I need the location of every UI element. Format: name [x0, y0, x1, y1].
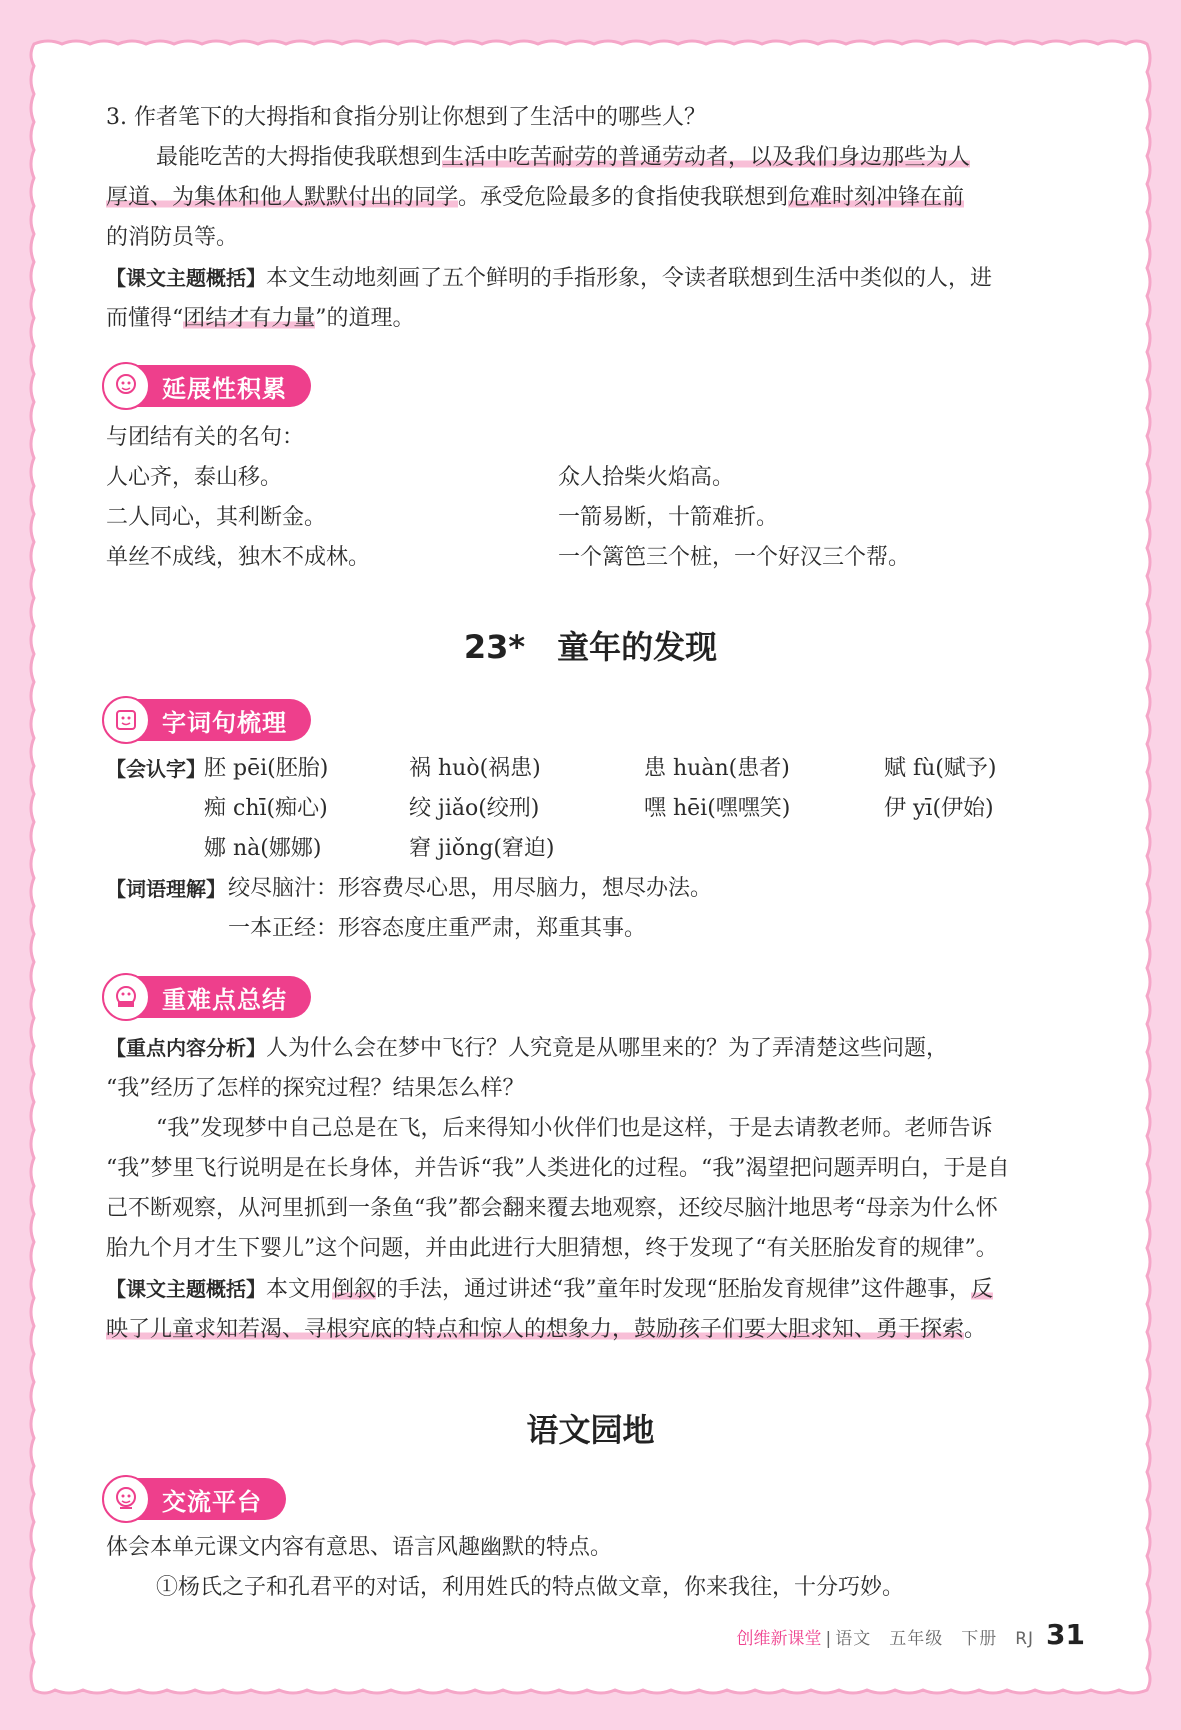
answer-text: 最能吃苦的大拇指使我联想到: [156, 145, 443, 170]
answer-3-line-2: [106, 178, 1076, 218]
section-badge-key: [106, 976, 311, 1018]
word-item: 娜 nà(娜娜): [204, 836, 322, 861]
section-badge-extend: [106, 365, 311, 407]
vocab-item: 绞尽脑汁：形容费尽心思，用尽脑力，想尽办法。: [228, 876, 713, 901]
quote-item: 众人拾柴火焰高。: [558, 465, 735, 490]
section-title: 交流平台: [162, 1487, 262, 1516]
analysis-answer-3: 己不断观察，从河里抓到一条鱼“我”都会翻来覆去地观察，还绞尽脑汁地思考“母亲为什么怀: [106, 1196, 998, 1221]
theme-text: ”的道理。: [315, 306, 415, 331]
quotes-block: [106, 418, 1076, 578]
theme-text: 本文用: [266, 1277, 333, 1302]
quote-item: 一箭易断，十箭难折。: [558, 505, 779, 530]
analysis-answer-4: 胎九个月才生下婴儿”这个问题，并由此进行大胆猜想，终于发现了“有关胚胎发育的规律”。: [106, 1236, 998, 1261]
answer-highlight: 生活中吃苦耐劳的普通劳动者，以及我们身边那些为人: [442, 145, 971, 170]
theme-tag: 【课文主题概括】: [106, 1277, 266, 1301]
answer-highlight: 厚道、为集体和他人默默付出的同学: [106, 185, 459, 210]
answer-highlight: 危难时刻冲锋在前: [788, 185, 965, 210]
word-item: 绞 jiǎo(绞刑): [409, 796, 540, 821]
theme-highlight: 倒叙: [332, 1277, 377, 1302]
recognize-row: [106, 749, 1076, 869]
theme-text: 的手法，通过讲述“我”童年时发现“胚胎发育规律”这件趣事，: [376, 1277, 972, 1302]
analysis-question-2: “我”经历了怎样的探究过程？结果怎么样？: [106, 1076, 525, 1101]
quote-item: 一个篱笆三个桩，一个好汉三个帮。: [558, 545, 911, 570]
mascot-icon: [102, 1475, 150, 1523]
word-item: 赋 fù(赋予): [884, 756, 997, 781]
garden-title: 语文园地: [526, 1411, 655, 1449]
section-title: 延展性积累: [162, 374, 287, 403]
question-3: 3. 作者笔下的大拇指和食指分别让你想到了生活中的哪些人？: [106, 105, 706, 130]
exchange-line-2: ①杨氏之子和孔君平的对话，利用姓氏的特点做文章，你来我往，十分巧妙。: [156, 1575, 905, 1600]
analysis-question-1: [106, 1028, 1076, 1069]
answer-3-line-3: 的消防员等。: [106, 225, 239, 250]
mascot-icon: [102, 362, 150, 410]
recognize-grid: [204, 749, 1084, 869]
theme-text: 而懂得“: [106, 306, 184, 331]
quotes-left: [106, 458, 558, 578]
theme-summary-2: [106, 1269, 1076, 1310]
section-badge-words: [106, 699, 311, 741]
page-footer: [736, 1618, 1085, 1651]
theme-text: 本文生动地刻画了五个鲜明的手指形象，令读者联想到生活中类似的人，进: [266, 266, 993, 291]
answer-text: 。承受危险最多的食指使我联想到: [458, 185, 789, 210]
question-3-block: [106, 98, 1076, 339]
theme-highlight: 反: [971, 1277, 994, 1302]
mascot-icon: [102, 696, 150, 744]
vocab-tag: 【词语理解】: [106, 877, 226, 901]
quotes-columns: [106, 458, 1076, 578]
analysis-tag: 【重点内容分析】: [106, 1036, 266, 1060]
quotes-right: [558, 458, 1008, 578]
theme-summary-1-cont: [106, 299, 1076, 339]
answer-3-line-1: [106, 138, 1076, 178]
analysis-block: [106, 1028, 1076, 1350]
quote-item: 单丝不成线，独木不成林。: [106, 545, 371, 570]
exchange-line-1: 体会本单元课文内容有意思、语言风趣幽默的特点。: [106, 1535, 613, 1560]
recognize-block: [106, 749, 1076, 949]
theme-summary-1: [106, 258, 1076, 299]
recognize-tag: 【会认字】: [106, 757, 206, 781]
word-item: 窘 jiǒng(窘迫): [409, 836, 555, 861]
vocab-item: 一本正经：形容态度庄重严肃，郑重其事。: [228, 916, 647, 941]
word-item: 祸 huò(祸患): [409, 756, 541, 781]
analysis-text: 人为什么会在梦中飞行？人究竟是从哪里来的？为了弄清楚这些问题，: [266, 1036, 949, 1061]
quotes-intro: 与团结有关的名句：: [106, 425, 305, 450]
theme-highlight: 映了儿童求知若渴、寻根究底的特点和惊人的想象力，鼓励孩子们要大胆求知、勇于探索: [106, 1317, 965, 1342]
quote-item: 二人同心，其利断金。: [106, 505, 327, 530]
analysis-answer-1: “我”发现梦中自己总是在飞，后来得知小伙伴们也是这样，于是去请教老师。老师告诉: [156, 1116, 993, 1141]
section-title: 字词句梳理: [162, 708, 287, 737]
section-title: 重难点总结: [162, 985, 287, 1014]
lesson-title: 23* 童年的发现: [463, 628, 718, 666]
word-item: 胚 pēi(胚胎): [204, 756, 329, 781]
vocab-list: [228, 869, 712, 949]
word-item: 伊 yī(伊始): [884, 796, 994, 821]
word-item: 嘿 hēi(嘿嘿笑): [644, 796, 791, 821]
section-badge-exchange: [106, 1478, 286, 1520]
theme-highlight: 团结才有力量: [183, 306, 316, 331]
theme-tag: 【课文主题概括】: [106, 266, 266, 290]
vocab-row: [106, 869, 1076, 949]
page-number: 31: [1046, 1618, 1085, 1651]
quote-item: 人心齐，泰山移。: [106, 465, 283, 490]
theme-text: 。: [964, 1317, 987, 1342]
footer-info: 语文 五年级 下册 RJ: [835, 1629, 1035, 1649]
footer-brand: 创维新课堂: [736, 1629, 822, 1649]
mascot-icon: [102, 973, 150, 1021]
theme-summary-2-cont: [106, 1310, 1076, 1350]
word-item: 痴 chī(痴心): [204, 796, 328, 821]
exchange-block: [106, 1528, 1076, 1608]
word-item: 患 huàn(患者): [644, 756, 790, 781]
footer-separator: |: [825, 1629, 832, 1649]
analysis-answer-2: “我”梦里飞行说明是在长身体，并告诉“我”人类进化的过程。“我”渴望把问题弄明白，于是自: [106, 1156, 1010, 1181]
